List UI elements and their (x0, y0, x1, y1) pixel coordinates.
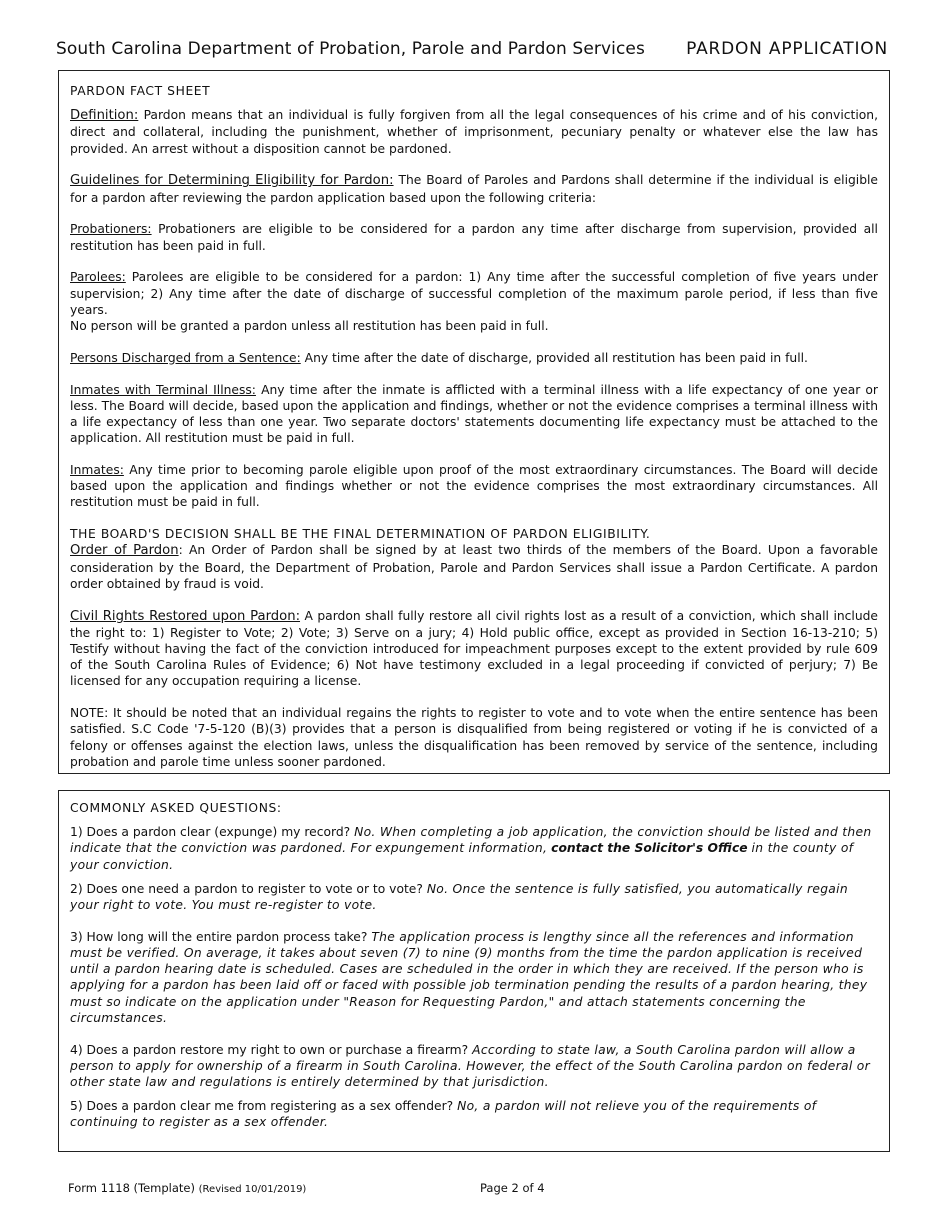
definition-paragraph (70, 107, 878, 157)
discharged-text: Any time after the date of discharge, provided all restitution has been paid in full. (304, 350, 808, 365)
inmates-label: Inmates: (70, 463, 124, 478)
civil-rights-label: Civil Rights Restored upon Pardon: (70, 608, 301, 624)
parolees-restitution-text: No person will be granted a pardon unless all restitution has been paid in full. (70, 319, 549, 334)
board-decision-statement: THE BOARD'S DECISION SHALL BE THE FINAL DETERMINATION OF PARDON ELIGIBILITY. (70, 527, 651, 542)
probationers-paragraph (70, 221, 878, 253)
faq-question-3: 3) How long will the entire pardon process take? (70, 929, 368, 944)
discharged-paragraph (70, 350, 878, 366)
faq-item-3 (70, 929, 878, 1026)
order-of-pardon-label: Order of Pardon (70, 543, 179, 559)
faq-answer-1-tail: in the county of your conviction. (70, 841, 854, 872)
faq-answer-4: According to state law, a South Carolina pardon will allow a person to apply for ownership of a firearm in South Carolina. However, the effect of the South Carolina pardon on federal or other state law and regulations is entirely determined by that jurisdiction. (70, 1042, 870, 1090)
parolees-paragraph (70, 269, 878, 318)
faq-question-2: 2) Does one need a pardon to register to vote or to vote? (70, 881, 423, 896)
parolees-label: Parolees: (70, 270, 126, 285)
faq-item-5 (70, 1098, 878, 1130)
form-title: PARDON APPLICATION (686, 39, 888, 59)
parolees-text: Parolees are eligible to be considered for a pardon: 1) Any time after the successful completion of five years under supervision; 2) Any time after the date of discharge of successful completion of the maximum parole period, if less than five years. (70, 270, 878, 317)
revision-date: (Revised 10/01/2019) (198, 1184, 307, 1195)
faq-answer-1-emphasis: contact the Solicitor's Office (551, 841, 748, 856)
civil-rights-text: A pardon shall fully restore all civil rights lost as a result of a conviction, which shall include the right to: 1) Register to Vote; 2) Vote; 3) Serve on a jury; 4) Hold public office, except as provided in Section 16-13-210; 5) Testify without having the fact of the conviction introduced for impeachment purposes except to the extent provided by rule 609 of the South Carolina Rules of Evidence; 6) Not have testimony excluded in a legal proceeding if convicted of perjury; 7) Be licensed for any occupation requiring a license. (70, 608, 878, 689)
form-number (68, 1181, 306, 1195)
faq-question-1: 1) Does a pardon clear (expunge) my record? (70, 825, 351, 840)
faq-answer-5: No, a pardon will not relieve you of the requirements of continuing to register as a sex offender. (70, 1099, 817, 1130)
inmates-text: Any time prior to becoming parole eligible upon proof of the most extraordinary circumstances. The Board will decide based upon the application and findings whether or not the evidence comprises the most extraordinary circumstances. All restitution must be paid in full. (70, 463, 878, 510)
page-number: Page 2 of 4 (480, 1181, 545, 1195)
guidelines-label: Guidelines for Determining Eligibility for Pardon: (70, 173, 394, 189)
probationers-label: Probationers: (70, 222, 152, 237)
guidelines-text: The Board of Paroles and Pardons shall determine if the individual is eligible for a pardon after reviewing the pardon application based upon the following criteria: (70, 173, 879, 205)
fact-sheet-title: PARDON FACT SHEET (70, 84, 211, 98)
discharged-label: Persons Discharged from a Sentence: (70, 350, 301, 365)
order-of-pardon-paragraph (70, 542, 878, 592)
civil-rights-paragraph (70, 608, 878, 690)
faq-item-1 (70, 824, 878, 873)
terminal-illness-text: Any time after the inmate is afflicted with a terminal illness with a life expectancy of one year or less. The Board will decide, based upon the application and findings, whether or not the evidence comprises a terminal illness with a life expectancy of less than one year. Two separate doctors' statements documenting life expectancy must be attached to the application. All restitution must be paid in full. (70, 382, 878, 446)
faq-answer-3: The application process is lengthy since all the references and information must be verified. On average, it takes about seven (7) to nine (9) months from the time the pardon application is received until a pardon hearing date is scheduled. Cases are scheduled in the order in which they are received. If the person who is applying for a pardon has been laid off or faced with possible job termination pending the results of a pardon hearing, they must so indicate on the application under "Reason for Requesting Pardon," and attach statements concerning the circumstances. (70, 929, 868, 1025)
agency-name: South Carolina Department of Probation, Parole and Pardon Services (56, 39, 645, 59)
faq-title: COMMONLY ASKED QUESTIONS: (70, 801, 282, 815)
terminal-illness-label: Inmates with Terminal Illness: (70, 382, 256, 397)
fact-sheet-box (58, 70, 890, 774)
faq-box (58, 790, 890, 1152)
guidelines-paragraph (70, 172, 878, 205)
faq-question-5: 5) Does a pardon clear me from registering as a sex offender? (70, 1099, 454, 1114)
definition-label: Definition: (70, 108, 139, 124)
faq-item-2 (70, 881, 878, 913)
definition-text: Pardon means that an individual is fully forgiven from all the legal consequences of his crime and of his conviction, direct and collateral, including the punishment, whether of imprisonment, pecuniary penalty or whatever else the law has provided. An arrest without a disposition cannot be pardoned. (70, 108, 878, 156)
faq-question-4: 4) Does a pardon restore my right to own or purchase a firearm? (70, 1042, 469, 1057)
terminal-illness-paragraph (70, 382, 878, 447)
form-number-text: Form 1118 (Template) (68, 1181, 195, 1195)
note-paragraph: NOTE: It should be noted that an individual regains the rights to register to vote and to vote when the entire sentence has been satisfied. S.C Code '7-5-120 (B)(3) provides that a person is disqualified from being registered or voting if he is convicted of a felony or offenses against the election laws, unless the disqualification has been removed by service of the sentence, including probation and parole time unless sooner pardoned. (70, 706, 878, 769)
inmates-paragraph (70, 462, 878, 511)
faq-item-4 (70, 1042, 878, 1091)
faq-answer-1: No. When completing a job application, the conviction should be listed and then indicate that the conviction was pardoned. For expungement information, (70, 825, 872, 856)
faq-answer-2: No. Once the sentence is fully satisfied, you automatically regain your right to vote. You must re-register to vote. (70, 881, 848, 913)
probationers-text: Probationers are eligible to be considered for a pardon any time after discharge from supervision, provided all restitution has been paid in full. (70, 222, 878, 253)
order-of-pardon-text: : An Order of Pardon shall be signed by at least two thirds of the members of the Board. Upon a favorable consideration by the Board, the Department of Probation, Parole and Pardon Services shall issue a Pardon Certificate. A pardon order obtained by fraud is void. (70, 543, 878, 591)
